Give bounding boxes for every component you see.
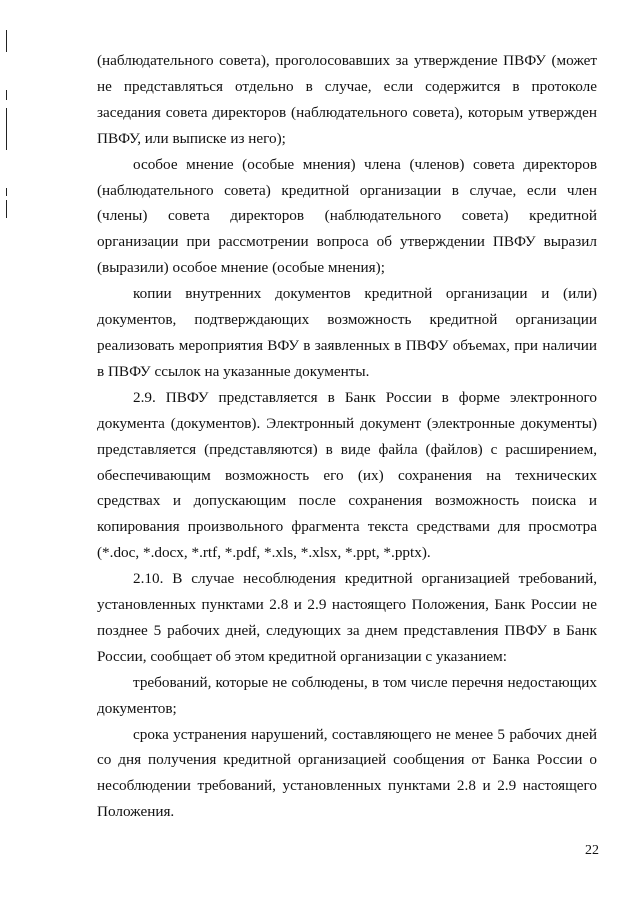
margin-mark: [6, 108, 7, 150]
paragraph-internal-documents: копии внутренних документов кредитной организации и (или) документов, подтверждающих возможность кредитной организации реализовать мероприятия ВФУ в заявленных в ПВФУ объемах, при наличии в ПВФУ ссылок на указанные документы.: [97, 285, 597, 380]
margin-mark: [6, 90, 7, 100]
margin-mark: [6, 188, 7, 196]
margin-mark: [6, 30, 7, 52]
paragraph-deadline: срока устранения нарушений, составляющего не менее 5 рабочих дней со дня получения кредитной организацией сообщения от Банка России о несоблюдении требований, установленных пунктами 2.8 и 2.9 настоящего Положения.: [97, 725, 597, 821]
margin-mark: [6, 200, 7, 218]
document-body: [97, 48, 597, 825]
page-number: 22: [585, 843, 599, 858]
paragraph-continuation: (наблюдательного совета), проголосовавших за утверждение ПВФУ (может не представляться отдельно в случае, если содержится в протоколе заседания совета директоров (наблюдательного совета), которым утвержден ПВФУ, или выписке из него);: [97, 52, 597, 147]
paragraph-requirements: требований, которые не соблюдены, в том числе перечня недостающих документов;: [97, 673, 597, 717]
paragraph-2-10: 2.10. В случае несоблюдения кредитной организацией требований, установленных пунктами 2.8 и 2.9 настоящего Положения, Банк России не позднее 5 рабочих дней, следующих за днем представления ПВФУ в Банк России, сообщает об этом кредитной организации с указанием:: [97, 570, 597, 665]
paragraph-2-9: 2.9. ПВФУ представляется в Банк России в форме электронного документа (документов). Электронный документ (электронные документы) представляется (представляются) в виде файла (файлов) с расширением, обеспечивающим возможность его (их) сохранения на технических средствах и допускающим после сохранения возможность поиска и копирования произвольного фрагмента текста средствами для просмотра (*.doc, *.docx, *.rtf, *.pdf, *.xls, *.xlsx, *.ppt, *.pptx).: [97, 388, 597, 562]
paragraph-dissenting-opinion: особое мнение (особые мнения) члена (членов) совета директоров (наблюдательного совета) кредитной организации в случае, если член (члены) совета директоров (наблюдательного совета) кредитной организации при рассмотрении вопроса об утверждении ПВФУ выразил (выразили) особое мнение (особые мнения);: [97, 155, 597, 277]
margin-scan-marks: [6, 0, 10, 905]
